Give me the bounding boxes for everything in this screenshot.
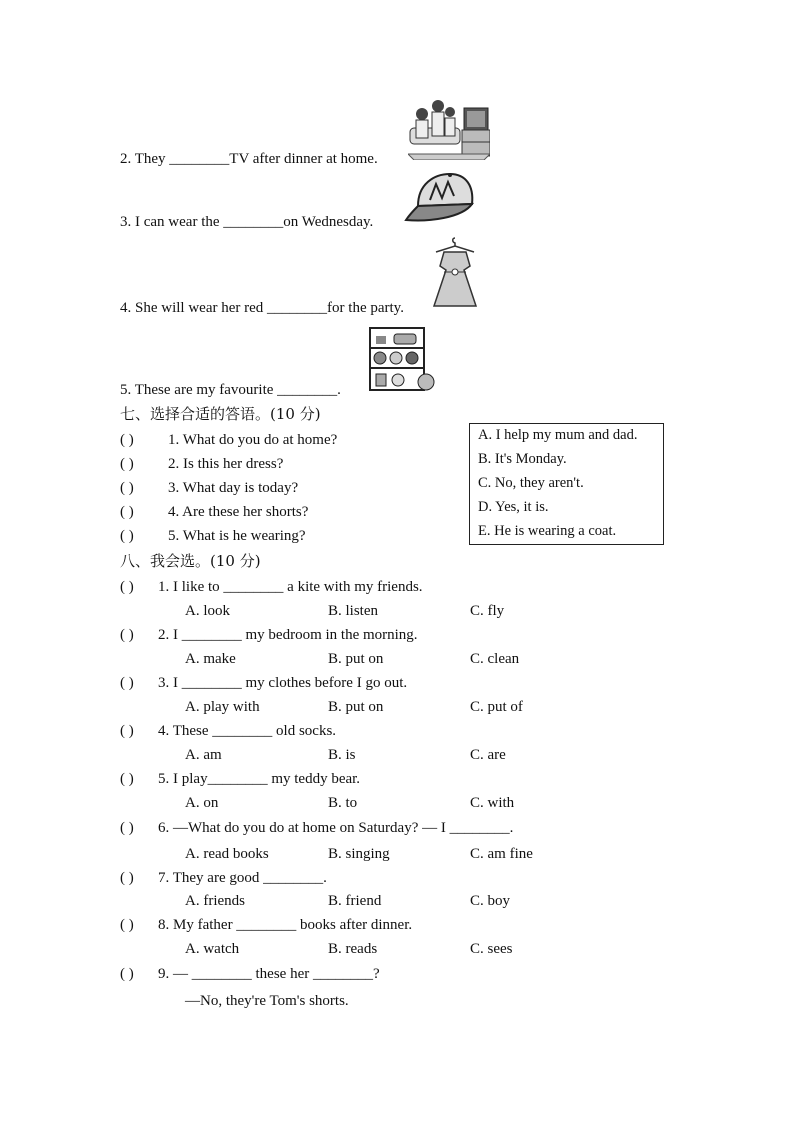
answer-blank[interactable]: ( ) bbox=[120, 504, 134, 520]
option-b: B. singing bbox=[328, 846, 390, 862]
option-b: B. is bbox=[328, 747, 356, 763]
option-c: C. put of bbox=[470, 699, 523, 715]
answer-blank[interactable]: ( ) bbox=[120, 675, 134, 691]
option-a: A. look bbox=[185, 603, 230, 619]
answer-option-d: D. Yes, it is. bbox=[478, 499, 549, 515]
option-b: B. listen bbox=[328, 603, 379, 619]
picture-question-2: 2. They ________TV after dinner at home. bbox=[120, 151, 378, 167]
section-8-question-9-reply: —No, they're Tom's shorts. bbox=[185, 993, 349, 1009]
answer-blank[interactable]: ( ) bbox=[120, 723, 134, 739]
answer-blank[interactable]: ( ) bbox=[120, 432, 134, 448]
option-b: B. put on bbox=[328, 651, 384, 667]
section-8-question-5: 5. I play________ my teddy bear. bbox=[158, 771, 361, 787]
answer-option-e: E. He is wearing a coat. bbox=[478, 523, 617, 539]
section-8-question-6: 6. —What do you do at home on Saturday? — I ________. bbox=[158, 820, 514, 836]
option-c: C. fly bbox=[470, 603, 505, 619]
answer-blank[interactable]: ( ) bbox=[120, 480, 134, 496]
option-b: B. to bbox=[328, 795, 358, 811]
option-c: C. sees bbox=[470, 941, 513, 957]
answer-blank[interactable]: ( ) bbox=[120, 870, 134, 886]
picture-question-3: 3. I can wear the ________on Wednesday. bbox=[120, 214, 374, 230]
option-b: B. reads bbox=[328, 941, 378, 957]
option-a: A. read books bbox=[185, 846, 269, 862]
answer-blank[interactable]: ( ) bbox=[120, 528, 134, 544]
option-a: A. on bbox=[185, 795, 219, 811]
option-a: A. friends bbox=[185, 893, 245, 909]
option-c: C. am fine bbox=[470, 846, 533, 862]
option-a: A. play with bbox=[185, 699, 260, 715]
answer-options-box bbox=[469, 423, 664, 545]
section-8-question-7: 7. They are good ________. bbox=[158, 870, 327, 886]
cap-icon bbox=[404, 170, 476, 228]
answer-blank[interactable]: ( ) bbox=[120, 627, 134, 643]
section-7-question-1: 1. What do you do at home? bbox=[168, 432, 338, 448]
answer-option-a: A. I help my mum and dad. bbox=[478, 427, 638, 443]
section-8-question-3: 3. I ________ my clothes before I go out. bbox=[158, 675, 408, 691]
picture-question-5: 5. These are my favourite ________. bbox=[120, 382, 341, 398]
answer-blank[interactable]: ( ) bbox=[120, 917, 134, 933]
answer-option-b: B. It's Monday. bbox=[478, 451, 567, 467]
answer-blank[interactable]: ( ) bbox=[120, 820, 134, 836]
section-7-question-5: 5. What is he wearing? bbox=[168, 528, 306, 544]
answer-blank[interactable]: ( ) bbox=[120, 771, 134, 787]
section-7-question-3: 3. What day is today? bbox=[168, 480, 299, 496]
option-a: A. make bbox=[185, 651, 236, 667]
answer-blank[interactable]: ( ) bbox=[120, 579, 134, 595]
section-8-question-8: 8. My father ________ books after dinner. bbox=[158, 917, 413, 933]
section-7-question-2: 2. Is this her dress? bbox=[168, 456, 284, 472]
section-8-question-4: 4. These ________ old socks. bbox=[158, 723, 337, 739]
answer-blank[interactable]: ( ) bbox=[120, 456, 134, 472]
option-a: A. watch bbox=[185, 941, 240, 957]
option-c: C. are bbox=[470, 747, 506, 763]
option-b: B. put on bbox=[328, 699, 384, 715]
section-8-question-2: 2. I ________ my bedroom in the morning. bbox=[158, 627, 418, 643]
section-8-question-9: 9. — ________ these her ________? bbox=[158, 966, 380, 982]
option-b: B. friend bbox=[328, 893, 382, 909]
section-8-question-1: 1. I like to ________ a kite with my friends. bbox=[158, 579, 423, 595]
option-a: A. am bbox=[185, 747, 222, 763]
option-c: C. clean bbox=[470, 651, 520, 667]
dress-icon bbox=[430, 236, 480, 310]
section-8-title: 八、我会选。(10 分) bbox=[120, 552, 261, 570]
toy-shelf-icon bbox=[368, 326, 436, 392]
option-c: C. boy bbox=[470, 893, 511, 909]
answer-option-c: C. No, they aren't. bbox=[478, 475, 584, 491]
section-7-question-4: 4. Are these her shorts? bbox=[168, 504, 309, 520]
picture-question-4: 4. She will wear her red ________for the party. bbox=[120, 300, 404, 316]
answer-blank[interactable]: ( ) bbox=[120, 966, 134, 982]
section-7-title: 七、选择合适的答语。(10 分) bbox=[120, 405, 321, 423]
family-watching-tv-icon bbox=[408, 98, 490, 160]
option-c: C. with bbox=[470, 795, 515, 811]
